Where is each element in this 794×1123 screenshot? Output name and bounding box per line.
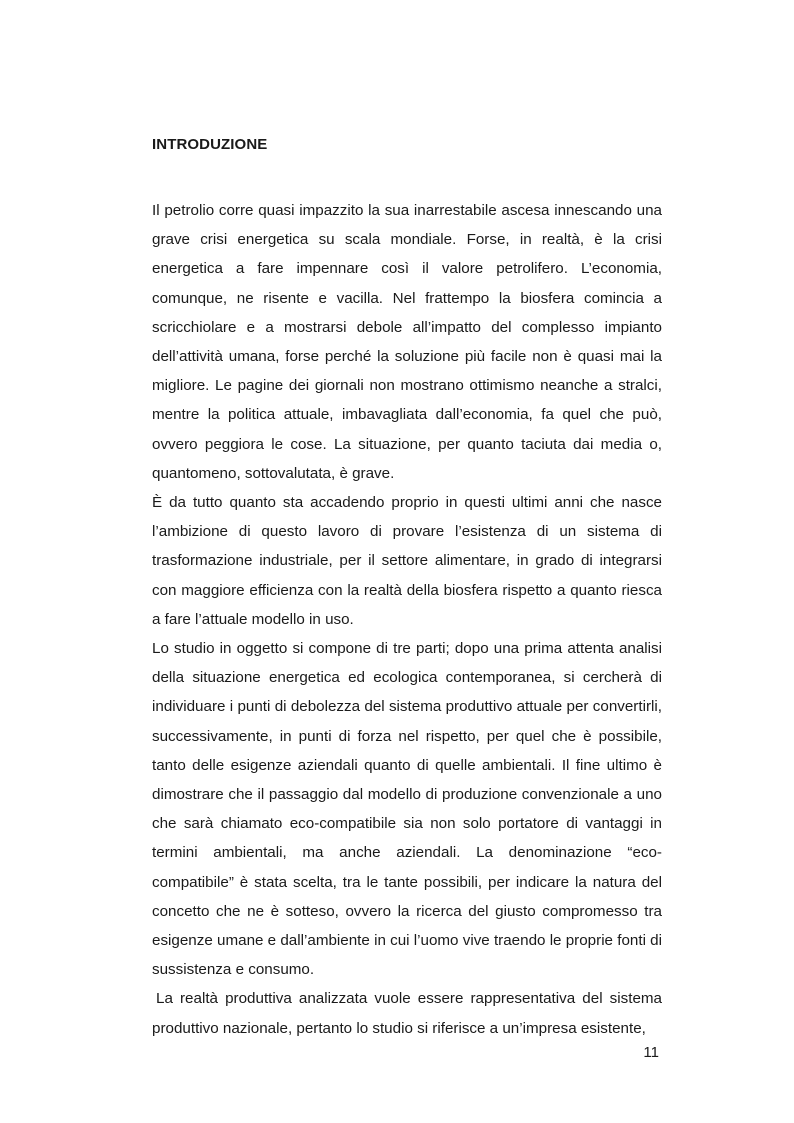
body-text: [152, 196, 662, 1043]
paragraph-4: La realtà produttiva analizzata vuole essere rappresentativa del sistema produttivo nazionale, pertanto lo studio si riferisce a un’impresa esistente,: [152, 990, 662, 1037]
paragraph-3: Lo studio in oggetto si compone di tre parti; dopo una prima attenta analisi della situazione energetica ed ecologica contemporanea, si cercherà di individuare i punti di debolezza del sistema produttivo attuale per convertirli, successivamente, in punti di forza nel rispetto, per quel che è possibile, tanto delle esigenze aziendali quanto di quelle ambientali. Il fine ultimo è dimostrare che il passaggio dal modello di produzione convenzionale a uno che sarà chiamato eco-compatibile sia non solo portatore di vantaggi in termini ambientali, ma anche aziendali. La denominazione “eco-compatibile” è stata scelta, tra le tante possibili, per indicare la natura del concetto che ne è sotteso, ovvero la ricerca del giusto compromesso tra esigenze umane e dall’ambiente in cui l’uomo vive traendo le proprie fonti di sussistenza e consumo.: [152, 640, 662, 979]
paragraph-2: È da tutto quanto sta accadendo proprio in questi ultimi anni che nasce l’ambizione di questo lavoro di provare l’esistenza di un sistema di trasformazione industriale, per il settore alimentare, in grado di integrarsi con maggiore efficienza con la realtà della biosfera rispetto a quanto riesca a fare l’attuale modello in uso.: [152, 494, 662, 628]
page-number: 11: [643, 1044, 659, 1061]
section-heading: INTRODUZIONE: [152, 136, 268, 153]
paragraph-1: Il petrolio corre quasi impazzito la sua inarrestabile ascesa innescando una grave crisi energetica su scala mondiale. Forse, in realtà, è la crisi energetica a fare impennare così il valore petrolifero. L’economia, comunque, ne risente e vacilla. Nel frattempo la biosfera comincia a scricchiolare e a mostrarsi debole all’impatto del complesso impianto dell’attività umana, forse perché la soluzione più facile non è quasi mai la migliore. Le pagine dei giornali non mostrano ottimismo neanche a stralci, mentre la politica attuale, imbavagliata dall’economia, fa quel che può, ovvero peggiora le cose. La situazione, per quanto taciuta dai media o, quantomeno, sottovalutata, è grave.: [152, 202, 662, 482]
